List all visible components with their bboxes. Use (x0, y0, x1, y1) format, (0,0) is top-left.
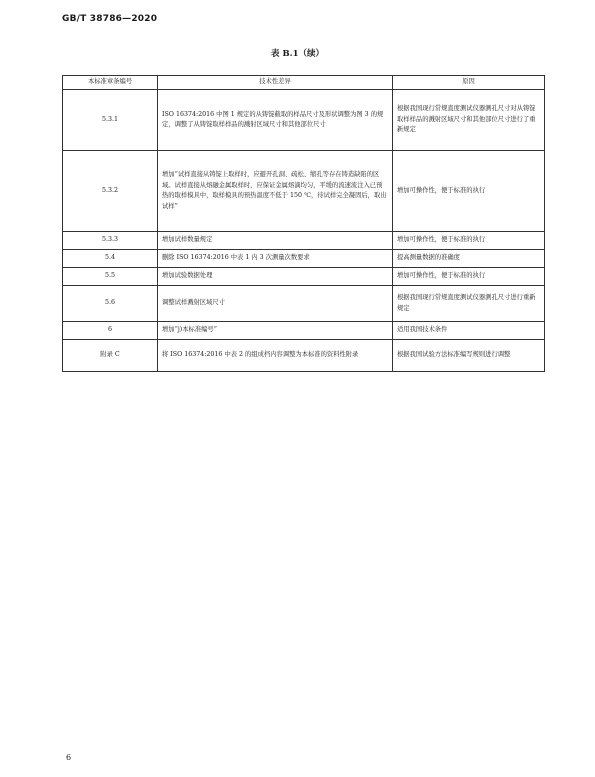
table-row (63, 232, 545, 250)
difference-cell: 增加试样数量规定 (158, 232, 393, 250)
standard-number: GB/T 38786—2020 (62, 14, 158, 24)
reason-cell: 提高测量数据的准确度 (393, 250, 545, 268)
table-row (63, 151, 545, 232)
clause-cell: 6 (63, 322, 158, 340)
technical-differences-table (62, 75, 545, 372)
difference-cell: 删除 ISO 16374:2016 中表 1 内 3 次测量次数要求 (158, 250, 393, 268)
difference-cell: ISO 16374:2016 中图 1 规定的从铸锭截取的样品尺寸及形状调整为图 3 的规定，调整了从铸锭取样样品的溅射区域尺寸和其他部位尺寸 (158, 90, 393, 151)
clause-cell: 5.3.1 (63, 90, 158, 151)
clause-cell: 附录 C (63, 340, 158, 372)
reason-cell: 增加可操作性，便于标准的执行 (393, 268, 545, 286)
difference-cell: 增加“试样直接从铸锭上取样时，应避开孔洞、疏松、缩孔等存在铸造缺陷的区域。试样直接从熔融金属取样时，应保证金属熔滴均匀，平缓的流速流注入已预热的取样模具中，取样模具的预热温度不低于 150 ℃，待试样完全凝固后，取出试样” (158, 151, 393, 232)
column-header-difference: 技术性差异 (158, 76, 393, 90)
reason-cell: 增加可操作性，便于标准的执行 (393, 151, 545, 232)
table-title: 表 B.1（续） (270, 49, 325, 59)
reason-cell: 根据我国试验方法标准编写规则进行调整 (393, 340, 545, 372)
table-header-row (63, 76, 545, 90)
table-row (63, 286, 545, 322)
clause-cell: 5.5 (63, 268, 158, 286)
reason-cell: 增加可操作性，便于标准的执行 (393, 232, 545, 250)
reason-cell: 根据我国现行常规直度测试仪器测孔尺寸进行重新规定 (393, 286, 545, 322)
table-row (63, 322, 545, 340)
column-header-reason: 原因 (393, 76, 545, 90)
page-number: 6 (66, 753, 72, 762)
difference-cell: 将 ISO 16374:2016 中表 2 的组成档内容调整为本标准的资料性附录 (158, 340, 393, 372)
difference-cell: 增加试验数据处理 (158, 268, 393, 286)
clause-cell: 5.3.2 (63, 151, 158, 232)
table-row (63, 340, 545, 372)
clause-cell: 5.4 (63, 250, 158, 268)
difference-cell: 增加“j)本标准编号” (158, 322, 393, 340)
reason-cell: 适用我国技术条件 (393, 322, 545, 340)
table-row (63, 90, 545, 151)
difference-cell: 调整试样溅射区域尺寸 (158, 286, 393, 322)
column-header-clause: 本标准章条编号 (63, 76, 158, 90)
clause-cell: 5.6 (63, 286, 158, 322)
table-row (63, 250, 545, 268)
clause-cell: 5.3.3 (63, 232, 158, 250)
table-row (63, 268, 545, 286)
reason-cell: 根据我国现行常规直度测试仪器测孔尺寸对从铸锭取样样品的溅射区域尺寸和其他部位尺寸进行了重新规定 (393, 90, 545, 151)
